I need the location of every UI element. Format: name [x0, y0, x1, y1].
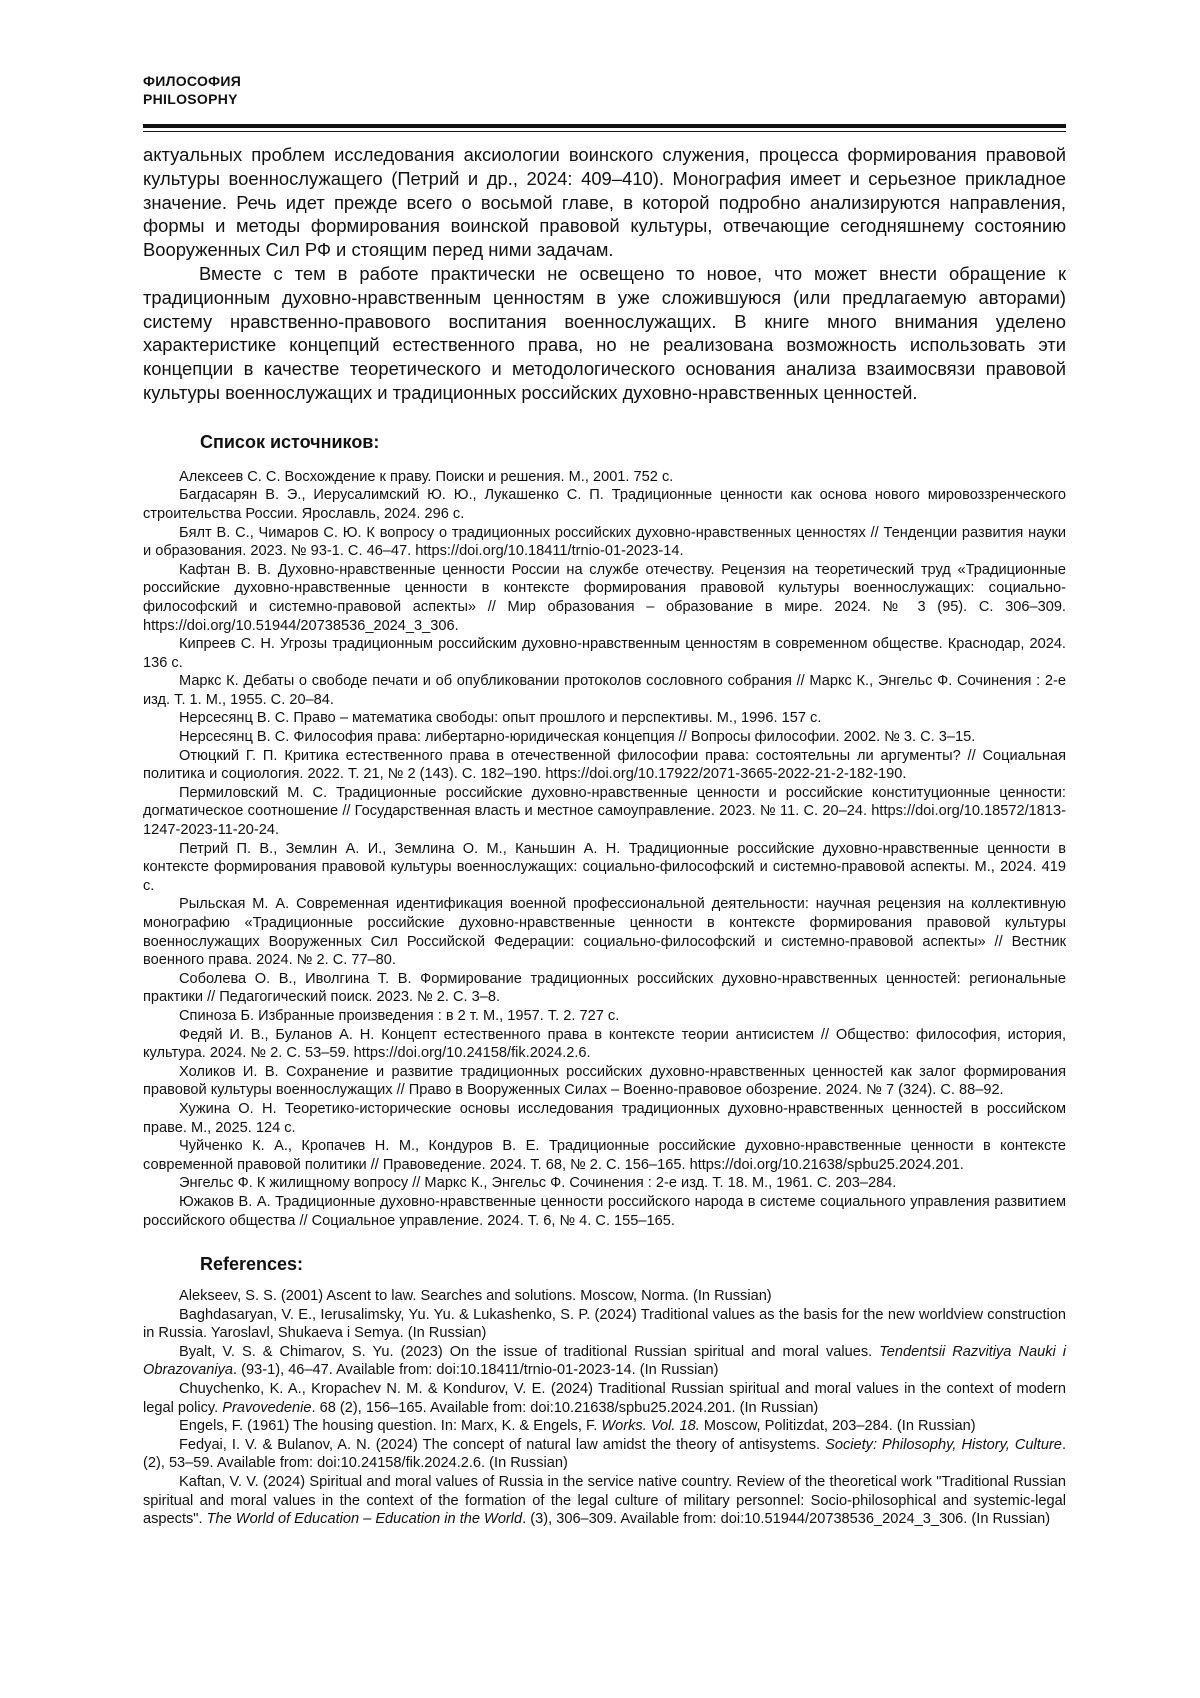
references-heading: References: [200, 1254, 304, 1275]
reference-text: . (2), 53–59. Available from: doi:10.24158/fik.2024.2.6. (In Russian) [143, 1436, 1066, 1472]
source-entry: Рыльская М. А. Современная идентификация военной профессиональной деятельности: научная рецензия на коллективную монографию «Традиционные российские духовно-нравственные ценности в контексте формирования правовой культуры военнослужащих Вооруженных Сил Российской Федерации: социально-философский и системно-правовой аспекты» // Вестник военного права. 2024. № 2. С. 77–80. [143, 896, 1066, 969]
source-entry: Кипреев С. Н. Угрозы традиционным российским духовно-нравственным ценностям в современном обществе. Краснодар, 2024. 136 с. [143, 636, 1066, 671]
header-rule-thin [143, 131, 1066, 132]
reference-text: Alekseev, S. S. (2001) Ascent to law. Searches and solutions. Moscow, Norma. (In Russian) [179, 1288, 772, 1305]
section-title-en: PHILOSOPHY [143, 91, 238, 107]
reference-journal-title: Society: Philosophy, History, Culture [825, 1436, 1062, 1453]
source-entry: Отюцкий Г. П. Критика естественного права в отечественной философии права: состоятельны ли аргументы? // Социальная политика и социология. 2022. Т. 21, № 2 (143). С. 182–190. https://doi.org/10.17922/2071-3665-2022-21-2-182-190. [143, 747, 1066, 783]
source-entry: Энгельс Ф. К жилищному вопросу // Маркс К., Энгельс Ф. Сочинения : 2-е изд. Т. 18. М., 1961. С. 203–284. [179, 1175, 897, 1192]
header-rule-thick [143, 124, 1066, 128]
body-text [143, 143, 1066, 405]
source-entry: Соболева О. В., Иволгина Т. В. Формирование традиционных российских духовно-нравственных ценностей: региональные практики // Педагогический поиск. 2023. № 2. С. 3–8. [143, 970, 1066, 1006]
source-entry: Чуйченко К. А., Кропачев Н. М., Кондуров В. Е. Традиционные российские духовно-нравственные ценности в контексте современной правовой политики // Правоведение. 2024. Т. 68, № 2. С. 156–165. https://doi.org/10.21638/spbu25.2024.201. [143, 1138, 1066, 1173]
reference-text: Fedyai, I. V. & Bulanov, A. N. (2024) The concept of natural law amidst the theory of antisystems. [179, 1436, 826, 1453]
source-entry: Южаков В. А. Традиционные духовно-нравственные ценности российского народа в системе социального управления развитием российского общества // Социальное управление. 2024. Т. 6, № 4. С. 155–165. [143, 1193, 1066, 1229]
sources-heading: Список источников: [200, 431, 380, 452]
source-entry: Багдасарян В. Э., Иерусалимский Ю. Ю., Лукашенко С. П. Традиционные ценности как основа нового мировоззренческого строительства России. Ярославль, 2024. 296 с. [143, 487, 1066, 522]
source-entry: Алексеев С. С. Восхождение к праву. Поиски и решения. М., 2001. 752 с. [179, 468, 674, 485]
source-entry: Хужина О. Н. Теоретико-исторические основы исследования традиционных духовно-нравственных ценностей в российском праве. М., 2025. 124 с. [143, 1100, 1066, 1136]
body-paragraph: Вместе с тем в работе практически не освещено то новое, что может внести обращение к традиционным духовно-нравственным ценностям в уже сложившуюся (или предлагаемую авторами) систему нравственно-правового воспитания военнослужащих. В книге много внимания уделено характеристике концепций естественного права, но не реализована возможность использовать эти концепции в качестве теоретического и методологического основания анализа взаимосвязи правовой культуры военнослужащих и традиционных российских духовно-нравственных ценностей. [143, 262, 1066, 403]
source-entry: Бялт В. С., Чимаров С. Ю. К вопросу о традиционных российских духовно-нравственных ценностях // Тенденции развития науки и образования. 2023. № 93-1. С. 46–47. https://doi.org/10.18411/trnio-01-2023-14. [143, 524, 1066, 560]
reference-text: Chuychenko, K. A., Kropachev N. M. & Kondurov, V. E. (2024) Traditional Russian spiritual and moral values in the context of modern legal policy. [143, 1381, 1066, 1416]
reference-text: Kaftan, V. V. (2024) Spiritual and moral values of Russia in the service native country. Review of the theoretical work "Traditional Russian spiritual and moral values in the context of the formation of the legal culture of military personnel: Socio-philosophical and systemic-legal aspects". [143, 1474, 1066, 1528]
reference-journal-title: Works. Vol. 18. [601, 1418, 700, 1435]
article-content [143, 143, 1066, 1529]
source-entry: Спиноза Б. Избранные произведения : в 2 т. М., 1957. Т. 2. 727 с. [179, 1007, 620, 1024]
reference-text: . (93-1), 46–47. Available from: doi:10.18411/trnio-01-2023-14. (In Russian) [233, 1362, 719, 1379]
source-entry: Маркс К. Дебаты о свободе печати и об опубликовании протоколов сословного собрания // Маркс К., Энгельс Ф. Сочинения : 2-е изд. Т. 1. М., 1955. С. 20–84. [143, 673, 1066, 708]
reference-journal-title: The World of Education – Education in the World [206, 1511, 523, 1528]
references-list [143, 1287, 1066, 1529]
reference-text: . 68 (2), 156–165. Available from: doi:10.21638/spbu25.2024.201. (In Russian) [311, 1399, 819, 1416]
section-title-ru: ФИЛОСОФИЯ [143, 73, 242, 89]
reference-text: . (3), 306–309. Available from: doi:10.51944/20738536_2024_3_306. (In Russian) [522, 1511, 1051, 1528]
reference-entry [143, 1380, 1066, 1417]
source-entry: Федяй И. В., Буланов А. Н. Концепт естественного права в контексте теории антисистем // Общество: философия, история, культура. 2024. № 2. С. 53–59. https://doi.org/10.24158/fik.2024.2.6. [143, 1026, 1066, 1062]
running-head [143, 72, 241, 108]
reference-entry [143, 1306, 1066, 1343]
reference-text: Engels, F. (1961) The housing question. In: Marx, K. & Engels, F. [179, 1418, 602, 1435]
source-entry: Кафтан В. В. Духовно-нравственные ценности России на службе отечеству. Рецензия на теоретический труд «Традиционные российские духовно-нравственные ценности в контексте формирования правовой культуры военнослужащих: социально-философский и системно-правовой аспекты» // Мир образования – образование в мире. 2024. № 3 (95). С. 306–309. https://doi.org/10.51944/20738536_2024_3_306. [143, 561, 1066, 634]
reference-entry [143, 1436, 1066, 1473]
reference-text: Byalt, V. S. & Chimarov, S. Yu. (2023) On the issue of traditional Russian spiritual and moral values. [179, 1343, 880, 1360]
reference-journal-title: Tendentsii Razvitiya Nauki i Obrazovaniya [143, 1343, 1066, 1379]
source-entry: Нерсесянц В. С. Право – математика свободы: опыт прошлого и перспективы. М., 1996. 157 с. [179, 710, 822, 727]
source-entry: Нерсесянц В. С. Философия права: либертарно-юридическая концепция // Вопросы философии. 2002. № 3. С. 3–15. [179, 729, 976, 746]
reference-entry [143, 1417, 1066, 1436]
reference-text: Moscow, Politizdat, 203–284. (In Russian) [699, 1418, 976, 1435]
reference-entry [143, 1343, 1066, 1380]
source-entry: Пермиловский М. С. Традиционные российские духовно-нравственные ценности и российские конституционные ценности: догматическое соотношение // Государственная власть и местное самоуправление. 2023. № 11. С. 20–24. https://doi.org/10.18572/1813-1247-2023-11-20-24. [143, 784, 1066, 839]
reference-entry [143, 1287, 1066, 1306]
reference-journal-title: Pravovedenie [222, 1399, 312, 1416]
sources-list [143, 468, 1066, 1230]
reference-entry [143, 1473, 1066, 1529]
body-paragraph: актуальных проблем исследования аксиологии воинского служения, процесса формирования правовой культуры военнослужащего (Петрий и др., 2024: 409–410). Монография имеет и серьезное прикладное значение. Речь идет прежде всего о восьмой главе, в которой подробно анализируются направления, формы и методы формирования воинской правовой культуры, отвечающие сегодняшнему состоянию Вооруженных Сил РФ и стоящим перед ними задачам. [143, 144, 1066, 261]
reference-text: Baghdasaryan, V. E., Ierusalimsky, Yu. Yu. & Lukashenko, S. P. (2024) Traditional values as the basis for the new worldview construction in Russia. Yaroslavl, Shukaeva i Semya. (In Russian) [143, 1306, 1066, 1342]
source-entry: Петрий П. В., Землин А. И., Землина О. М., Каньшин А. Н. Традиционные российские духовно-нравственные ценности в контексте формирования правовой культуры военнослужащих: социально-философский и системно-правовой аспекты. М., 2024. 419 с. [143, 840, 1066, 894]
source-entry: Холиков И. В. Сохранение и развитие традиционных российских духовно-нравственных ценностей как залог формирования правовой культуры военнослужащих // Право в Вооруженных Силах – Военно-правовое обозрение. 2024. № 7 (324). С. 88–92. [143, 1063, 1066, 1099]
